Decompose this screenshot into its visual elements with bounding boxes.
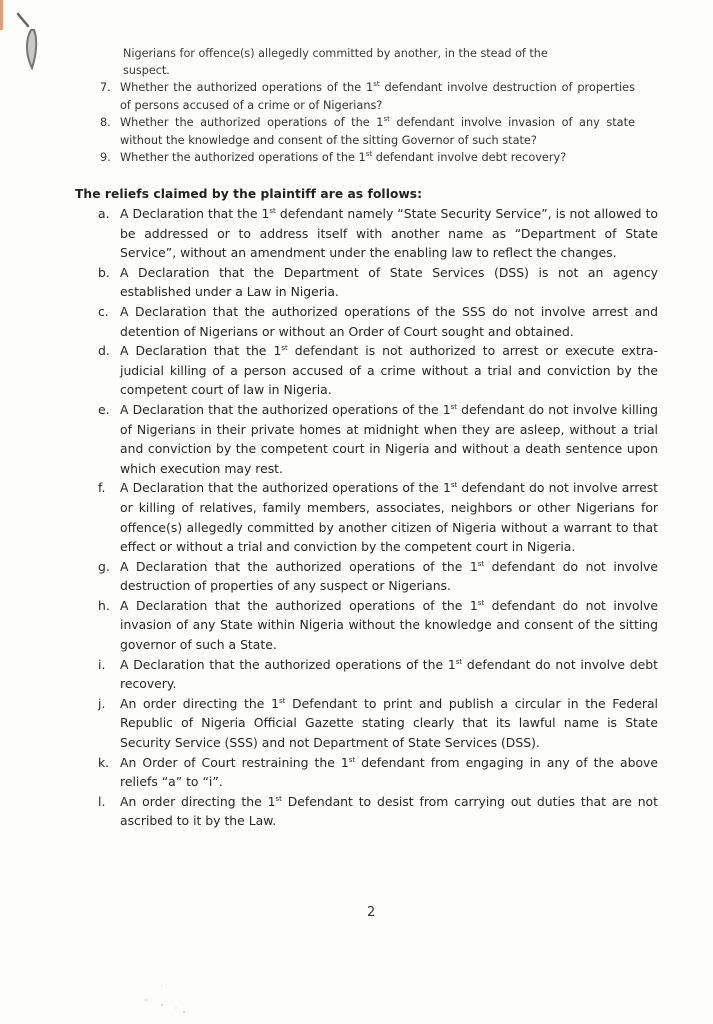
text-part: defendant namely “State Security Service”, is not allowed to be addressed or to address itself with another name as “Department of State Service”, without an amendment under the enabling law to reflect the changes.	[120, 206, 659, 261]
relief-letter: b.	[98, 264, 110, 280]
text-part: defendant involve invasion of any state without the knowledge and consent of the sitting Governor of such state?	[120, 116, 635, 147]
relief-item	[0, 204, 658, 263]
relief-item	[0, 596, 658, 655]
relief-text	[120, 263, 658, 302]
text-part: A Declaration that the Department of State Services (DSS) is not an agency established under a Law in Nigeria.	[120, 264, 658, 300]
relief-text	[120, 400, 658, 478]
ordinal-suffix: st	[275, 794, 282, 803]
text-part: An Order of Court restraining the 1	[120, 754, 349, 770]
issue-item	[0, 149, 640, 167]
ordinal-suffix: st	[281, 344, 288, 353]
relief-letter: f.	[98, 480, 106, 496]
relief-text	[120, 655, 658, 694]
page-number: 2	[367, 905, 376, 920]
relief-text	[120, 302, 658, 341]
issue-6-continuation	[123, 45, 635, 79]
ordinal-suffix: st	[455, 657, 463, 666]
relief-text	[120, 341, 658, 400]
ordinal-suffix: st	[348, 755, 356, 764]
text-part: Defendant to desist from carrying out duties that are not ascribed to it by the Law.	[120, 793, 658, 829]
text-part: A Declaration that the authorized operations of the SSS do not involve arrest and detention of Nigerians or without an Order of Court sought and obtained.	[120, 303, 658, 339]
text-part: A Declaration that the authorized operations of the 1	[120, 480, 451, 496]
issue-item	[0, 114, 640, 149]
relief-letter: e.	[98, 401, 110, 417]
text-part: defendant do not involve killing of Nigerians in their private homes at midnight when they are asleep, without a trial and conviction by the competent court in Nigeria and without a death sentence upon which execution may rest.	[120, 401, 658, 476]
relief-text	[120, 753, 658, 792]
issue-text	[120, 149, 635, 167]
text-part: defendant involve debt recovery?	[372, 151, 567, 164]
text-part: A Declaration that the 1	[120, 343, 282, 359]
ordinal-suffix: st	[383, 115, 390, 124]
text-part: defendant do not involve invasion of any State within Nigeria without the knowledge and consent of the sitting governor of such a State.	[120, 597, 658, 653]
text-part: defendant is not authorized to arrest or execute extra-judicial killing of a person accused of a crime without a trial and conviction by the competent court of law in Nigeria.	[120, 343, 659, 398]
text-part: A Declaration that the authorized operations of the 1	[120, 656, 456, 672]
issue-number: 9.	[100, 151, 111, 164]
relief-text	[120, 694, 658, 753]
issue-number: 7.	[100, 81, 111, 94]
ordinal-suffix: st	[373, 80, 380, 89]
scan-specks	[140, 960, 200, 1020]
relief-letter: i.	[98, 656, 106, 672]
scan-edge-mark	[0, 0, 3, 30]
ordinal-suffix: st	[278, 696, 286, 705]
relief-letter: j.	[98, 695, 106, 711]
relief-text	[120, 557, 658, 596]
text-part: Whether the authorized operations of the 1	[120, 151, 366, 164]
ordinal-suffix: st	[365, 150, 373, 159]
text-part: defendant from engaging in any of the above reliefs “a” to “i”.	[120, 754, 658, 790]
issue-text	[120, 79, 635, 114]
issue-number: 8.	[100, 116, 111, 129]
ordinal-suffix: st	[477, 559, 485, 568]
text-part: Whether the authorized operations of the 1	[120, 81, 374, 94]
relief-letter: a.	[98, 206, 110, 221]
ordinal-suffix: st	[269, 206, 276, 215]
relief-item	[0, 341, 658, 400]
relief-item	[0, 655, 658, 694]
text-part: defendant do not involve debt recovery.	[120, 656, 658, 692]
issues-list	[0, 79, 640, 167]
reliefs-list	[0, 204, 713, 831]
ordinal-suffix: st	[477, 598, 485, 607]
relief-item	[0, 302, 658, 341]
text-part: A Declaration that the authorized operations of the 1	[120, 558, 478, 574]
pen-mark-icon	[16, 12, 46, 70]
text-part: defendant do not involve arrest or killing of relatives, family members, associates, neighbors or other Nigerians for offence(s) allegedly committed by another citizen of Nigeria without a warrant to that effect or without a trial and conviction by the competent court in Nigeria.	[120, 480, 659, 555]
issue-item	[0, 79, 640, 114]
relief-item	[0, 792, 658, 831]
text-part: Whether the authorized operations of the 1	[120, 116, 384, 129]
relief-text	[120, 792, 658, 831]
text-part: An order directing the 1	[120, 695, 279, 711]
text-part: defendant do not involve destruction of properties of any suspect or Nigerians.	[120, 558, 658, 594]
relief-item	[0, 478, 658, 556]
relief-letter: d.	[98, 343, 110, 359]
ordinal-suffix: st	[450, 402, 457, 411]
text-part: A Declaration that the 1	[120, 206, 270, 221]
relief-item	[0, 400, 658, 478]
text-part: An order directing the 1	[120, 793, 276, 809]
relief-letter: k.	[98, 754, 110, 770]
relief-item	[0, 753, 658, 792]
relief-item	[0, 694, 658, 753]
relief-letter: h.	[98, 597, 110, 613]
reliefs-heading: The reliefs claimed by the plaintiff are as follows:	[75, 187, 423, 201]
continuation-line: Nigerians for offence(s) allegedly committed by another, in the stead of the	[123, 47, 548, 60]
text-part: A Declaration that the authorized operations of the 1	[120, 401, 451, 417]
relief-text	[120, 204, 658, 263]
text-part: A Declaration that the authorized operations of the 1	[120, 597, 478, 613]
relief-item	[0, 263, 658, 302]
relief-text	[120, 478, 658, 556]
relief-item	[0, 557, 658, 596]
issue-text	[120, 114, 635, 149]
continuation-line: suspect.	[123, 64, 170, 77]
text-part: Defendant to print and publish a circular in the Federal Republic of Nigeria Official Gazette stating clearly that its lawful name is State Security Service (SSS) and not Department of State Services (DSS).	[120, 695, 658, 751]
ordinal-suffix: st	[450, 481, 458, 490]
relief-letter: l.	[98, 793, 106, 809]
relief-text	[120, 596, 658, 655]
relief-letter: g.	[98, 558, 110, 574]
text-part: defendant involve destruction of properties of persons accused of a crime or of Nigerians?	[120, 81, 635, 112]
relief-letter: c.	[98, 303, 109, 319]
